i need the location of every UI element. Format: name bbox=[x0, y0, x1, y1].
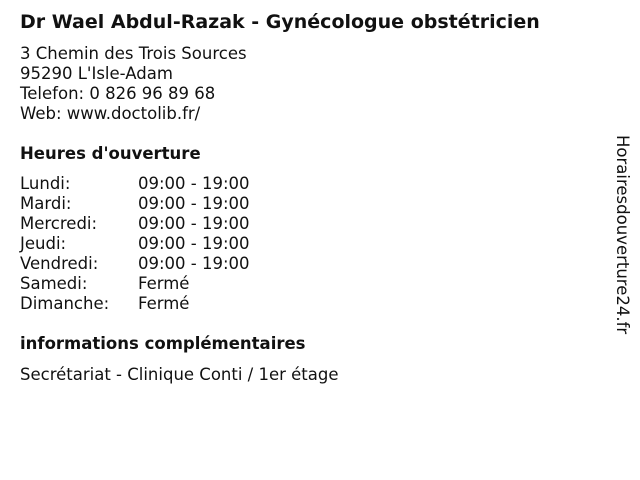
hours-row-thursday bbox=[20, 234, 250, 254]
phone-number: Telefon: 0 826 96 89 68 bbox=[20, 84, 216, 103]
opening-hours-table bbox=[20, 174, 250, 314]
day-label: Mercredi: bbox=[20, 214, 98, 233]
time-value: 09:00 - 19:00 bbox=[138, 234, 250, 253]
hours-row-friday bbox=[20, 254, 250, 274]
street-address: 3 Chemin des Trois Sources bbox=[20, 44, 247, 63]
page-title: Dr Wael Abdul-Razak - Gynécologue obstétricien bbox=[20, 11, 540, 33]
hours-row-tuesday bbox=[20, 194, 250, 214]
time-value: 09:00 - 19:00 bbox=[138, 254, 250, 273]
day-label: Dimanche: bbox=[20, 294, 110, 313]
day-label: Lundi: bbox=[20, 174, 71, 193]
day-label: Jeudi: bbox=[20, 234, 67, 253]
hours-row-saturday bbox=[20, 274, 250, 294]
time-value: 09:00 - 19:00 bbox=[138, 194, 250, 213]
city-address: 95290 L'Isle-Adam bbox=[20, 64, 173, 83]
day-label: Vendredi: bbox=[20, 254, 99, 273]
opening-hours-heading: Heures d'ouverture bbox=[20, 144, 201, 163]
hours-row-monday bbox=[20, 174, 250, 194]
day-label: Mardi: bbox=[20, 194, 72, 213]
day-label: Samedi: bbox=[20, 274, 88, 293]
time-value: Fermé bbox=[138, 274, 190, 293]
website-link: Web: www.doctolib.fr/ bbox=[20, 104, 201, 123]
address-block bbox=[20, 44, 247, 124]
hours-row-wednesday bbox=[20, 214, 250, 234]
time-value: 09:00 - 19:00 bbox=[138, 174, 250, 193]
time-value: 09:00 - 19:00 bbox=[138, 214, 250, 233]
additional-info-text: Secrétariat - Clinique Conti / 1er étage bbox=[20, 365, 339, 384]
hours-row-sunday bbox=[20, 294, 250, 314]
additional-info-heading: informations complémentaires bbox=[20, 334, 306, 353]
time-value: Fermé bbox=[138, 294, 190, 313]
watermark-text: Horairesdouverture24.fr bbox=[613, 135, 632, 335]
